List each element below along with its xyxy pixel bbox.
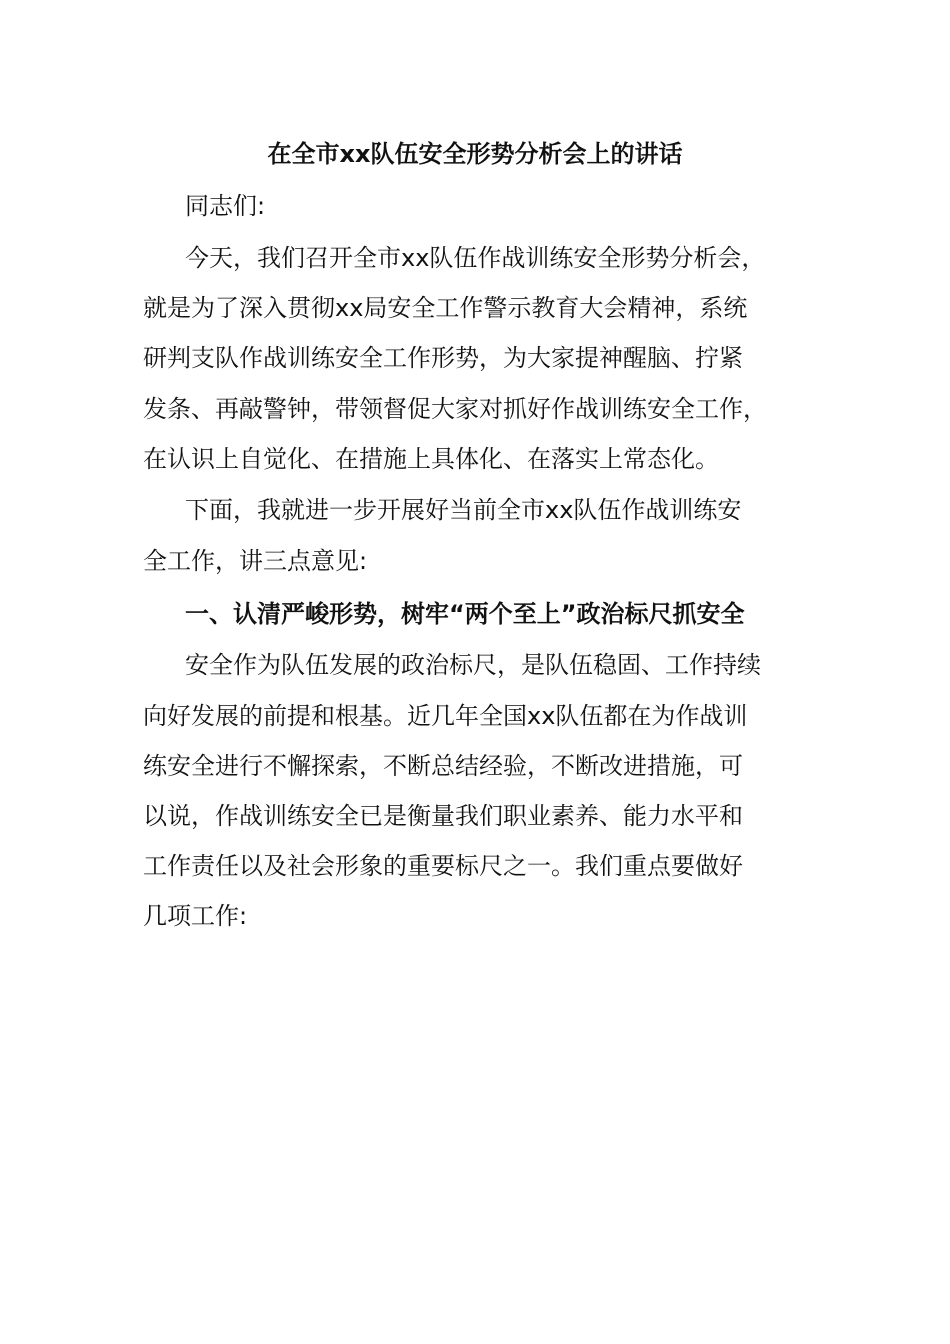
salutation: 同志们:	[185, 192, 266, 220]
paragraph-3-line-6: 几项工作:	[143, 902, 248, 930]
paragraph-3-line-5: 工作责任以及社会形象的重要标尺之一。我们重点要做好	[143, 852, 743, 880]
paragraph-1-line-4: 发条、再敲警钟，带领督促大家对抓好作战训练安全工作，	[143, 395, 767, 423]
paragraph-1-line-2: 就是为了深入贯彻xx局安全工作警示教育大会精神，系统	[143, 294, 748, 322]
paragraph-1-line-3: 研判支队作战训练安全工作形势，为大家提神醒脑、拧紧	[143, 344, 743, 372]
paragraph-2-line-2: 全工作，讲三点意见:	[143, 547, 368, 575]
paragraph-3-line-3: 练安全进行不懈探索，不断总结经验，不断改进措施，可	[143, 752, 743, 780]
paragraph-3-line-1: 安全作为队伍发展的政治标尺，是队伍稳固、工作持续	[185, 651, 761, 679]
section-1-heading: 一、认清严峻形势，树牢“两个至上”政治标尺抓安全	[185, 600, 745, 628]
paragraph-3-line-2: 向好发展的前提和根基。近几年全国xx队伍都在为作战训	[143, 702, 748, 730]
paragraph-3-line-4: 以说，作战训练安全已是衡量我们职业素养、能力水平和	[143, 802, 743, 830]
paragraph-2-line-1: 下面，我就进一步开展好当前全市xx队伍作战训练安	[185, 496, 742, 524]
paragraph-1-line-5: 在认识上自觉化、在措施上具体化、在落实上常态化。	[143, 445, 719, 473]
paragraph-1-line-1: 今天，我们召开全市xx队伍作战训练安全形势分析会，	[185, 244, 766, 272]
document-title: 在全市xx队伍安全形势分析会上的讲话	[267, 140, 683, 168]
